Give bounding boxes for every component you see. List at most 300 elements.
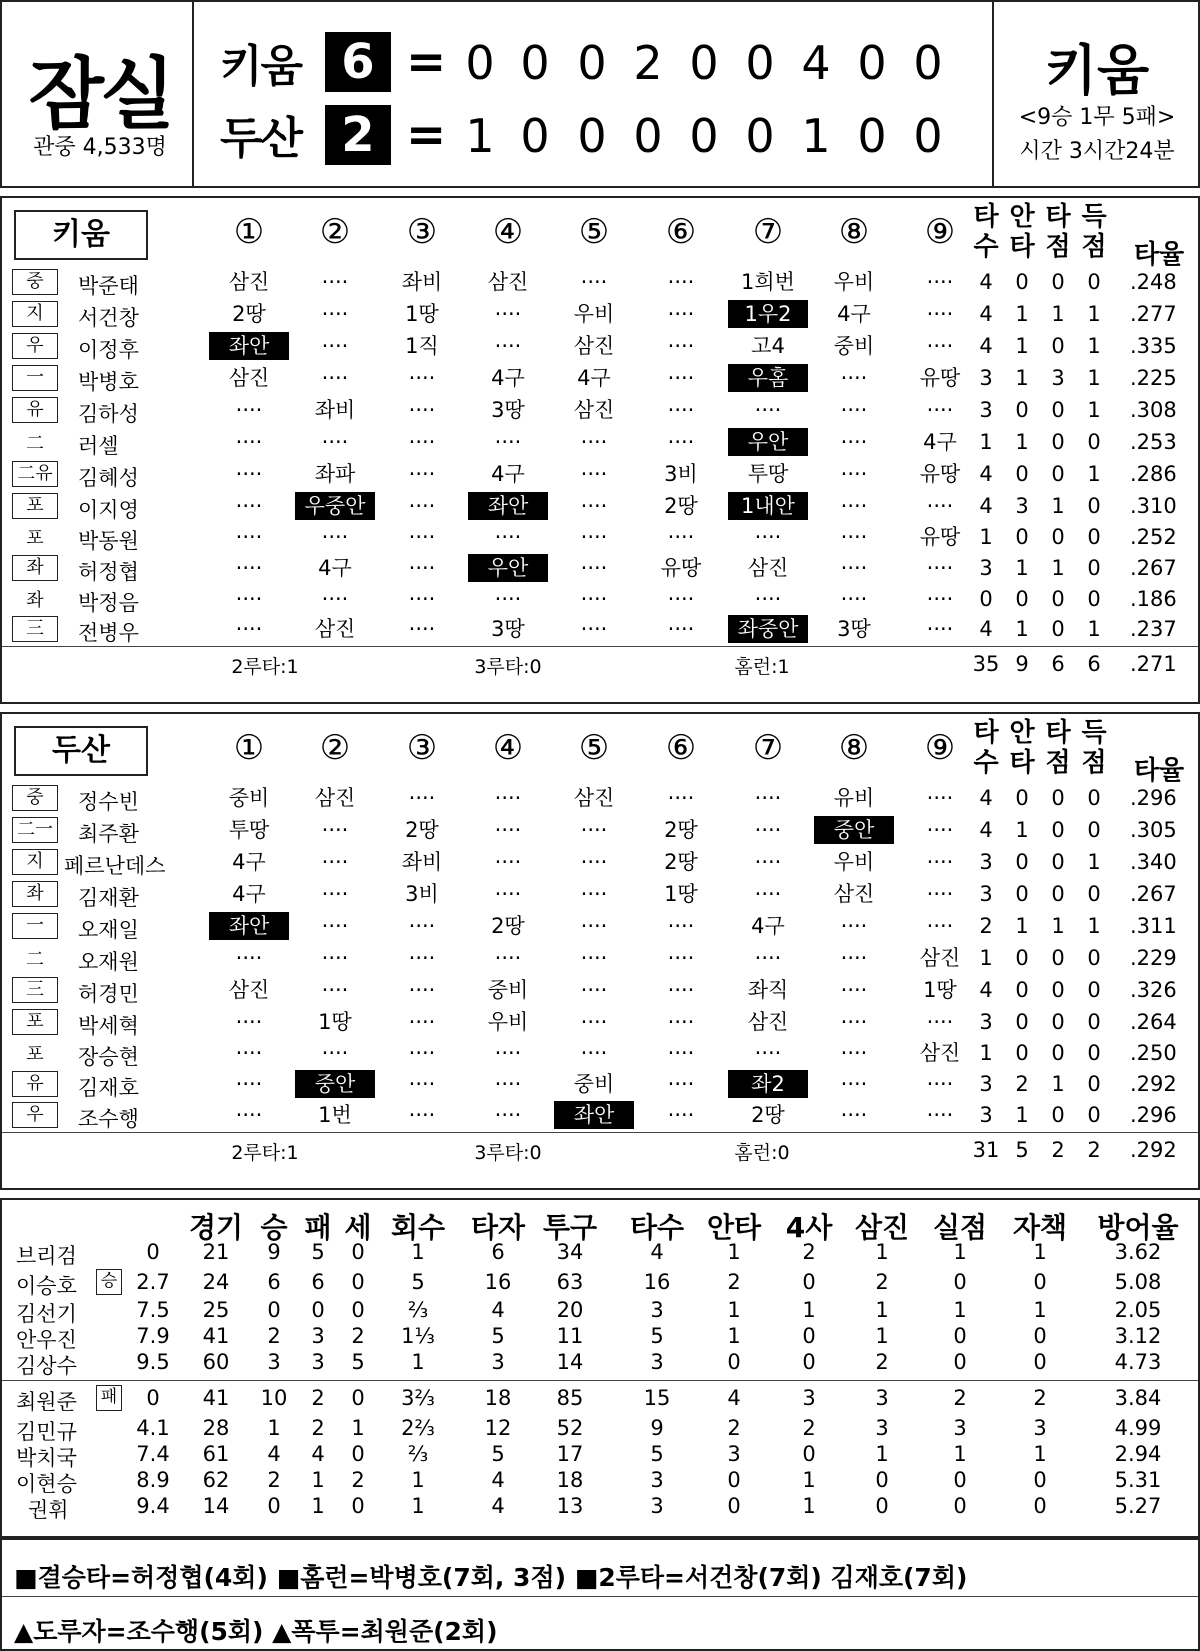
at-bat-cell: ···· bbox=[321, 914, 349, 938]
hit-cell: 좌중안 bbox=[728, 615, 808, 643]
player-name: 김혜성 bbox=[78, 466, 139, 490]
pitching-stat: 5 bbox=[491, 1442, 505, 1466]
pitching-header: 4사 bbox=[785, 1211, 833, 1244]
inning-header: ② bbox=[319, 212, 351, 252]
at-bat-cell: 좌파 bbox=[314, 462, 356, 486]
notes-line-2: ▲도루자=조수행(5회) ▲폭투=최원준(2회) bbox=[14, 1617, 498, 1646]
pitching-stat: 13 bbox=[556, 1494, 584, 1518]
batting-average: .310 bbox=[1130, 494, 1177, 518]
team-total: 6 bbox=[1051, 652, 1065, 676]
pitching-stat: 1 bbox=[1033, 1442, 1047, 1466]
team-total: 9 bbox=[1015, 652, 1029, 676]
pitching-stat: 60 bbox=[202, 1350, 230, 1374]
stat-value: 1 bbox=[979, 946, 993, 970]
table-row bbox=[2, 1008, 1198, 1038]
pitching-stat: 1 bbox=[802, 1468, 816, 1492]
at-bat-cell: 4구 bbox=[232, 882, 266, 906]
pitching-stat: 2.05 bbox=[1114, 1298, 1162, 1322]
pitching-stat: 41 bbox=[202, 1386, 230, 1410]
pitching-stat: 2 bbox=[267, 1324, 281, 1348]
at-bat-cell: ···· bbox=[321, 334, 349, 358]
pitching-stat: 4.99 bbox=[1114, 1416, 1162, 1440]
pitching-stat: 5 bbox=[351, 1350, 365, 1374]
pitching-stat: 2 bbox=[351, 1324, 365, 1348]
team-average: .292 bbox=[1130, 1138, 1177, 1162]
stat-value: 1 bbox=[1051, 914, 1065, 938]
at-bat-cell: 삼진 bbox=[314, 617, 356, 641]
pitcher-row bbox=[2, 1348, 1198, 1376]
at-bat-cell: ···· bbox=[408, 430, 436, 454]
stat-value: 0 bbox=[1087, 556, 1101, 580]
pitcher-name: 브리검 bbox=[16, 1244, 77, 1268]
at-bat-cell: ···· bbox=[840, 430, 868, 454]
pitching-stat: 0 bbox=[802, 1324, 816, 1348]
stat-value: 1 bbox=[1015, 914, 1029, 938]
at-bat-cell: ···· bbox=[580, 494, 608, 518]
team-total: 2 bbox=[1051, 1138, 1065, 1162]
pitching-stat: 5 bbox=[311, 1240, 325, 1264]
divider bbox=[192, 2, 194, 188]
entry-inning: 9.4 bbox=[136, 1494, 170, 1518]
at-bat-cell: ···· bbox=[926, 334, 954, 358]
table-row bbox=[2, 364, 1198, 394]
stat-header: 점 bbox=[1081, 232, 1107, 262]
stat-value: 1 bbox=[1051, 494, 1065, 518]
at-bat-cell: ···· bbox=[754, 1041, 782, 1065]
at-bat-cell: ···· bbox=[235, 494, 263, 518]
summary-row bbox=[2, 650, 1198, 678]
pitching-header: 타자 bbox=[470, 1211, 526, 1244]
at-bat-cell: 좌비 bbox=[314, 398, 356, 422]
entry-inning: 2.7 bbox=[136, 1270, 170, 1294]
at-bat-cell: ···· bbox=[321, 850, 349, 874]
stat-value: 0 bbox=[1051, 398, 1065, 422]
player-name: 장승현 bbox=[78, 1045, 139, 1069]
table-row bbox=[2, 848, 1198, 878]
pitching-stat: 3 bbox=[650, 1494, 664, 1518]
batting-average: .229 bbox=[1130, 946, 1177, 970]
stat-value: 3 bbox=[979, 556, 993, 580]
pitching-stat: 2 bbox=[311, 1386, 325, 1410]
stat-header: 타 bbox=[1045, 202, 1071, 232]
pitching-stat: 1 bbox=[953, 1298, 967, 1322]
position-badge: 유 bbox=[12, 397, 58, 423]
at-bat-cell: 2땅 bbox=[751, 1103, 785, 1127]
table-row bbox=[2, 880, 1198, 910]
player-name: 서건창 bbox=[78, 306, 139, 330]
at-bat-cell: ···· bbox=[926, 914, 954, 938]
pitching-stat: 17 bbox=[556, 1442, 584, 1466]
pitching-stat: 3.12 bbox=[1114, 1324, 1162, 1348]
at-bat-cell: ···· bbox=[580, 556, 608, 580]
pitching-stat: 1 bbox=[411, 1468, 425, 1492]
stat-value: 0 bbox=[1051, 850, 1065, 874]
pitching-header: 자책 bbox=[1012, 1211, 1068, 1244]
batting-average: .225 bbox=[1130, 366, 1177, 390]
batting-average: .292 bbox=[1130, 1072, 1177, 1096]
at-bat-cell: ···· bbox=[494, 1041, 522, 1065]
at-bat-cell: ···· bbox=[235, 946, 263, 970]
pitching-stat: 3 bbox=[802, 1386, 816, 1410]
position-badge: 二 bbox=[26, 433, 44, 454]
pitcher-row bbox=[2, 1322, 1198, 1350]
at-bat-cell: 4구 bbox=[923, 430, 957, 454]
pitching-stat: 1 bbox=[875, 1240, 889, 1264]
pitching-stat: 5.08 bbox=[1114, 1270, 1162, 1294]
stat-value: 0 bbox=[1051, 430, 1065, 454]
pitching-stat: 0 bbox=[727, 1468, 741, 1492]
pitching-stat: 0 bbox=[727, 1350, 741, 1374]
team-average: .271 bbox=[1130, 652, 1177, 676]
stat-header: 득 bbox=[1081, 718, 1107, 748]
table-row bbox=[2, 944, 1198, 974]
at-bat-cell: ···· bbox=[321, 366, 349, 390]
pitcher-name: 최원준 bbox=[16, 1390, 77, 1414]
batting-average: .252 bbox=[1130, 525, 1177, 549]
pitching-stat: 1 bbox=[311, 1468, 325, 1492]
at-bat-cell: ···· bbox=[494, 302, 522, 326]
doubles-total: 2루타:1 bbox=[231, 656, 299, 678]
stat-value: 0 bbox=[1051, 1010, 1065, 1034]
pitcher-row bbox=[2, 1492, 1198, 1520]
homers-total: 홈런:1 bbox=[734, 656, 790, 678]
at-bat-cell: ···· bbox=[667, 786, 695, 810]
stat-value: 1 bbox=[1015, 617, 1029, 641]
at-bat-cell: ···· bbox=[580, 850, 608, 874]
group-divider bbox=[2, 1380, 1198, 1381]
at-bat-cell: ···· bbox=[840, 462, 868, 486]
batting-table-home bbox=[0, 712, 1200, 1190]
pitching-stat: 12 bbox=[484, 1416, 512, 1440]
pitching-stat: ⅔ bbox=[407, 1442, 429, 1466]
at-bat-cell: 유땅 bbox=[919, 525, 961, 549]
pitching-stat: 41 bbox=[202, 1324, 230, 1348]
at-bat-cell: 1땅 bbox=[405, 302, 439, 326]
table-row bbox=[2, 976, 1198, 1006]
stat-value: 1 bbox=[1015, 556, 1029, 580]
pitching-stat: 3⅔ bbox=[401, 1386, 435, 1410]
pitching-stat: 3 bbox=[311, 1324, 325, 1348]
stat-value: 4 bbox=[979, 786, 993, 810]
pitching-stat: 0 bbox=[953, 1350, 967, 1374]
batting-average: .248 bbox=[1130, 270, 1177, 294]
player-name: 김재호 bbox=[78, 1076, 139, 1100]
stat-value: 1 bbox=[979, 430, 993, 454]
at-bat-cell: 중비 bbox=[833, 334, 875, 358]
pitching-header: 세 bbox=[344, 1211, 372, 1244]
decision-badge: 승 bbox=[96, 1269, 122, 1295]
at-bat-cell: ···· bbox=[321, 430, 349, 454]
at-bat-cell: ···· bbox=[235, 1010, 263, 1034]
pitching-stat: 21 bbox=[202, 1240, 230, 1264]
pitching-stat: 52 bbox=[556, 1416, 584, 1440]
stat-value: 4 bbox=[979, 334, 993, 358]
stat-header: 타 bbox=[1009, 748, 1035, 778]
at-bat-cell: ···· bbox=[840, 398, 868, 422]
at-bat-cell: ···· bbox=[754, 882, 782, 906]
pitching-stat: 16 bbox=[484, 1270, 512, 1294]
stat-value: 0 bbox=[1051, 1041, 1065, 1065]
homers-total: 홈런:0 bbox=[734, 1142, 790, 1164]
stat-value: 0 bbox=[1051, 270, 1065, 294]
pitching-stat: 16 bbox=[643, 1270, 671, 1294]
stat-value: 0 bbox=[1087, 882, 1101, 906]
at-bat-cell: 4구 bbox=[751, 914, 785, 938]
inning-header: ⑤ bbox=[578, 212, 610, 252]
stat-value: 0 bbox=[1087, 946, 1101, 970]
pitching-header: 실점 bbox=[932, 1211, 988, 1244]
divider bbox=[2, 1596, 1198, 1597]
pitching-stat: 2 bbox=[727, 1270, 741, 1294]
pitching-stat: 3 bbox=[953, 1416, 967, 1440]
hit-cell: 좌안 bbox=[209, 332, 289, 360]
player-name: 이정후 bbox=[78, 338, 139, 362]
at-bat-cell: ···· bbox=[667, 270, 695, 294]
pitching-stat: 18 bbox=[556, 1468, 584, 1492]
pitching-stat: 20 bbox=[556, 1298, 584, 1322]
stat-value: 0 bbox=[1051, 462, 1065, 486]
position-badge: 중 bbox=[12, 785, 58, 811]
at-bat-cell: ···· bbox=[840, 1103, 868, 1127]
at-bat-cell: ···· bbox=[580, 1041, 608, 1065]
pitching-stat: 0 bbox=[351, 1270, 365, 1294]
pitching-stat: 0 bbox=[953, 1324, 967, 1348]
position-badge: 三 bbox=[12, 977, 58, 1003]
at-bat-cell: 삼진 bbox=[487, 270, 529, 294]
at-bat-cell: 3땅 bbox=[491, 398, 525, 422]
at-bat-cell: ···· bbox=[840, 556, 868, 580]
at-bat-cell: ···· bbox=[494, 786, 522, 810]
player-name: 오재일 bbox=[78, 918, 139, 942]
entry-inning: 7.4 bbox=[136, 1442, 170, 1466]
stat-value: 1 bbox=[1015, 430, 1029, 454]
at-bat-cell: ···· bbox=[840, 525, 868, 549]
stat-value: 1 bbox=[1087, 398, 1101, 422]
batting-average: .286 bbox=[1130, 462, 1177, 486]
at-bat-cell: ···· bbox=[840, 946, 868, 970]
at-bat-cell: ···· bbox=[926, 850, 954, 874]
at-bat-cell: ···· bbox=[494, 946, 522, 970]
stat-value: 3 bbox=[979, 882, 993, 906]
at-bat-cell: ···· bbox=[321, 946, 349, 970]
notes-line-1: ■결승타=허정협(4회) ■홈런=박병호(7회, 3점) ■2루타=서건창(7회) 김재호(7회) bbox=[14, 1563, 968, 1592]
pitching-stat: 61 bbox=[202, 1442, 230, 1466]
stat-value: 0 bbox=[1051, 946, 1065, 970]
batting-average: .335 bbox=[1130, 334, 1177, 358]
pitching-stat: 1 bbox=[802, 1494, 816, 1518]
pitching-stat: 0 bbox=[802, 1350, 816, 1374]
equals-sign: = bbox=[406, 34, 447, 90]
at-bat-cell: ···· bbox=[235, 556, 263, 580]
player-name: 박세혁 bbox=[78, 1014, 139, 1038]
table-row bbox=[2, 300, 1198, 330]
pitcher-row bbox=[2, 1268, 1198, 1296]
stat-value: 0 bbox=[1087, 525, 1101, 549]
pitching-stat: 0 bbox=[727, 1494, 741, 1518]
pitching-stat: 2 bbox=[802, 1416, 816, 1440]
pitching-stat: 1 bbox=[1033, 1298, 1047, 1322]
pitching-stat: 14 bbox=[556, 1350, 584, 1374]
at-bat-cell: ···· bbox=[926, 1010, 954, 1034]
stat-value: 0 bbox=[1051, 525, 1065, 549]
at-bat-cell: ···· bbox=[840, 1072, 868, 1096]
position-badge: 지 bbox=[12, 849, 58, 875]
stat-value: 3 bbox=[979, 850, 993, 874]
at-bat-cell: ···· bbox=[667, 587, 695, 611]
at-bat-cell: 삼진 bbox=[228, 366, 270, 390]
table-row bbox=[2, 268, 1198, 298]
hit-cell: 우중안 bbox=[295, 492, 375, 520]
inning-score: 0 bbox=[913, 109, 943, 163]
at-bat-cell: ···· bbox=[840, 914, 868, 938]
at-bat-cell: ···· bbox=[580, 617, 608, 641]
hit-cell: 1우2 bbox=[728, 300, 808, 328]
position-badge: 좌 bbox=[26, 590, 44, 611]
at-bat-cell: 삼진 bbox=[573, 398, 615, 422]
at-bat-cell: ···· bbox=[580, 462, 608, 486]
at-bat-cell: ···· bbox=[667, 617, 695, 641]
stat-value: 3 bbox=[979, 1072, 993, 1096]
pitching-stat: 3 bbox=[1033, 1416, 1047, 1440]
hit-cell: 우안 bbox=[468, 554, 548, 582]
pitching-stat: 4 bbox=[491, 1494, 505, 1518]
at-bat-cell: 2땅 bbox=[664, 494, 698, 518]
player-name: 허경민 bbox=[78, 982, 139, 1006]
stat-header: 득 bbox=[1081, 202, 1107, 232]
pitching-stat: 2.94 bbox=[1114, 1442, 1162, 1466]
summary-divider bbox=[2, 646, 1198, 647]
inning-score: 1 bbox=[465, 109, 495, 163]
pitching-stat: 5 bbox=[650, 1324, 664, 1348]
table-row bbox=[2, 523, 1198, 553]
hit-cell: 중안 bbox=[814, 816, 894, 844]
pitching-stat: 1 bbox=[875, 1442, 889, 1466]
at-bat-cell: 삼진 bbox=[833, 882, 875, 906]
inning-header: ⑤ bbox=[578, 728, 610, 768]
at-bat-cell: 3땅 bbox=[491, 617, 525, 641]
pitcher-row bbox=[2, 1440, 1198, 1468]
at-bat-cell: ···· bbox=[494, 1072, 522, 1096]
at-bat-cell: ···· bbox=[926, 617, 954, 641]
stat-value: 0 bbox=[1051, 978, 1065, 1002]
at-bat-cell: 4구 bbox=[232, 850, 266, 874]
at-bat-cell: 1번 bbox=[318, 1103, 352, 1127]
pitching-stat: 3 bbox=[875, 1416, 889, 1440]
pitching-stat: 3 bbox=[875, 1386, 889, 1410]
stat-value: 4 bbox=[979, 494, 993, 518]
batting-table-away bbox=[0, 196, 1200, 704]
pitching-header: 경기 bbox=[188, 1211, 244, 1244]
pitching-stat: 2 bbox=[802, 1240, 816, 1264]
inning-header: ⑨ bbox=[924, 212, 956, 252]
pitching-stat: 3.62 bbox=[1114, 1240, 1162, 1264]
at-bat-cell: ···· bbox=[580, 882, 608, 906]
at-bat-cell: ···· bbox=[926, 1103, 954, 1127]
score-home: 2 bbox=[325, 105, 391, 165]
stat-value: 0 bbox=[1015, 1041, 1029, 1065]
pitching-stat: 3 bbox=[650, 1298, 664, 1322]
pitching-stat: 2 bbox=[311, 1416, 325, 1440]
pitching-stat: 18 bbox=[484, 1386, 512, 1410]
stat-value: 4 bbox=[979, 462, 993, 486]
summary-row bbox=[2, 1136, 1198, 1164]
at-bat-cell: 삼진 bbox=[573, 786, 615, 810]
at-bat-cell: 1땅 bbox=[664, 882, 698, 906]
inning-header: ⑧ bbox=[838, 728, 870, 768]
inning-header: ④ bbox=[492, 212, 524, 252]
inning-header: ③ bbox=[406, 728, 438, 768]
position-badge: 포 bbox=[26, 1044, 44, 1065]
stat-header: 수 bbox=[973, 748, 999, 778]
table-row bbox=[2, 1070, 1198, 1100]
pitching-stat: 0 bbox=[311, 1298, 325, 1322]
winning-team: 키움 bbox=[1044, 39, 1150, 102]
hit-cell: 우홈 bbox=[728, 364, 808, 392]
triples-total: 3루타:0 bbox=[474, 656, 542, 678]
at-bat-cell: ···· bbox=[408, 1010, 436, 1034]
stat-value: 3 bbox=[979, 1010, 993, 1034]
at-bat-cell: ···· bbox=[754, 587, 782, 611]
stat-value: 0 bbox=[1015, 978, 1029, 1002]
pitching-stat: 4.73 bbox=[1114, 1350, 1162, 1374]
pitching-stat: 6 bbox=[311, 1270, 325, 1294]
pitching-stat: 0 bbox=[267, 1298, 281, 1322]
at-bat-cell: 3비 bbox=[664, 462, 698, 486]
position-badge: 二一 bbox=[12, 817, 58, 843]
team-name-away: 키움 bbox=[220, 41, 302, 92]
stat-value: 0 bbox=[1087, 430, 1101, 454]
at-bat-cell: 중비 bbox=[573, 1072, 615, 1096]
at-bat-cell: ···· bbox=[926, 882, 954, 906]
doubles-total: 2루타:1 bbox=[231, 1142, 299, 1164]
player-name: 박병호 bbox=[78, 370, 139, 394]
hit-cell: 좌2 bbox=[728, 1070, 808, 1098]
at-bat-cell: 우비 bbox=[833, 270, 875, 294]
batting-average: .277 bbox=[1130, 302, 1177, 326]
divider bbox=[992, 2, 994, 188]
at-bat-cell: ···· bbox=[321, 882, 349, 906]
player-name: 박준태 bbox=[78, 274, 139, 298]
at-bat-cell: ···· bbox=[580, 946, 608, 970]
pitching-stat: 0 bbox=[875, 1494, 889, 1518]
at-bat-cell: 삼진 bbox=[919, 1041, 961, 1065]
player-name: 김재환 bbox=[78, 886, 139, 910]
pitching-header: 승 bbox=[260, 1211, 288, 1244]
stat-value: 4 bbox=[979, 978, 993, 1002]
summary-divider bbox=[2, 1132, 1198, 1133]
entry-inning: 9.5 bbox=[136, 1350, 170, 1374]
at-bat-cell: 유비 bbox=[833, 786, 875, 810]
inning-score: 0 bbox=[577, 109, 607, 163]
at-bat-cell: ···· bbox=[667, 914, 695, 938]
stat-value: 0 bbox=[1015, 398, 1029, 422]
stat-value: 3 bbox=[979, 1103, 993, 1127]
player-name: 정수빈 bbox=[78, 790, 139, 814]
at-bat-cell: ···· bbox=[235, 1103, 263, 1127]
stat-value: 0 bbox=[1015, 882, 1029, 906]
pitching-stat: 1 bbox=[1033, 1240, 1047, 1264]
at-bat-cell: ···· bbox=[408, 556, 436, 580]
at-bat-cell: 투땅 bbox=[228, 818, 270, 842]
table-row bbox=[2, 912, 1198, 942]
pitching-stat: 15 bbox=[643, 1386, 671, 1410]
inning-score: 0 bbox=[520, 36, 550, 90]
pitching-stat: 1 bbox=[802, 1298, 816, 1322]
stat-value: 0 bbox=[1087, 1103, 1101, 1127]
pitching-stat: 0 bbox=[1033, 1468, 1047, 1492]
at-bat-cell: ···· bbox=[494, 430, 522, 454]
entry-inning: 4.1 bbox=[136, 1416, 170, 1440]
